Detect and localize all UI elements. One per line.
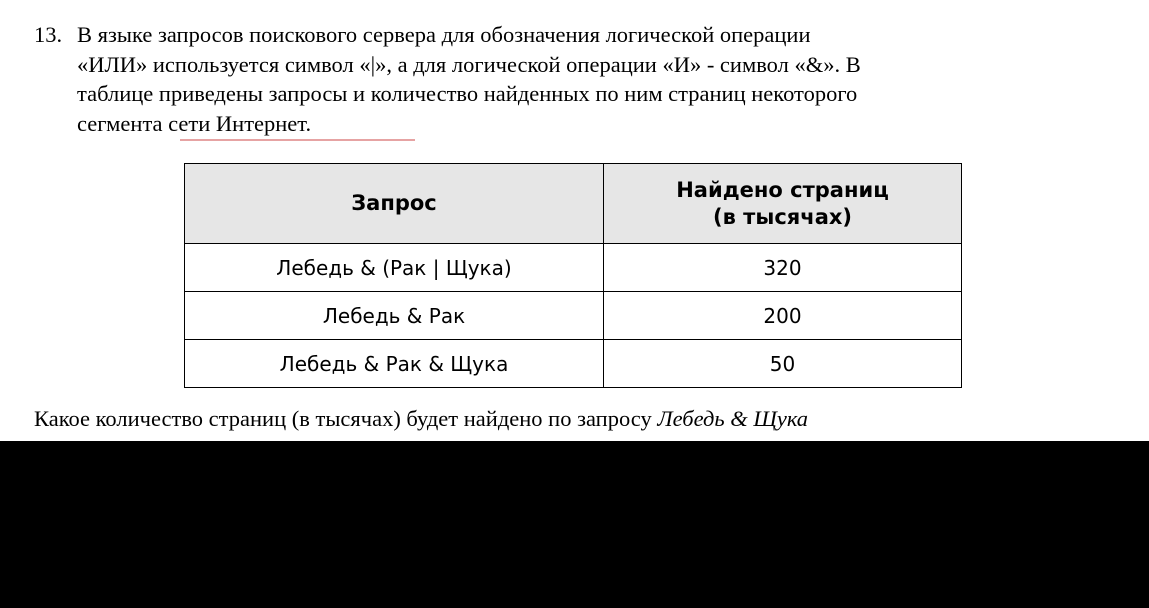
question-line: таблице приведены запросы и количество найденных по ним страниц некоторого (77, 81, 858, 106)
cell-query: Лебедь & Рак (185, 292, 604, 340)
answer-text: Какое количество страниц (в тысячах) будет найдено по запросу (34, 406, 658, 431)
cell-count: 200 (604, 292, 962, 340)
query-table (184, 163, 962, 388)
header-pages-line2: (в тысячах) (712, 204, 853, 229)
question-line: сегмента сети Интернет. (77, 110, 312, 136)
cell-query: Лебедь & (Рак | Щука) (185, 244, 604, 292)
query-table-container (184, 163, 962, 388)
question-line: В языке запросов поискового сервера для обозначения логической операции (77, 22, 811, 47)
answer-question (34, 404, 808, 434)
header-query: Запрос (185, 164, 604, 244)
question-text (77, 20, 1144, 138)
answer-query: Лебедь & Щука (657, 406, 809, 431)
table-row (185, 244, 962, 292)
cell-count: 50 (604, 340, 962, 388)
header-pages-line1: Найдено страниц (676, 177, 889, 202)
header-pages-found (604, 164, 962, 244)
question-line: «ИЛИ» используется символ «|», а для логической операции «И» - символ «&». В (77, 51, 861, 77)
cell-count: 320 (604, 244, 962, 292)
table-row (185, 292, 962, 340)
question-number: 13. (34, 22, 63, 47)
spellcheck-underline (180, 136, 415, 141)
question-block (34, 20, 1144, 138)
table-row (185, 340, 962, 388)
cell-query: Лебедь & Рак & Щука (185, 340, 604, 388)
table-header-row (185, 164, 962, 244)
